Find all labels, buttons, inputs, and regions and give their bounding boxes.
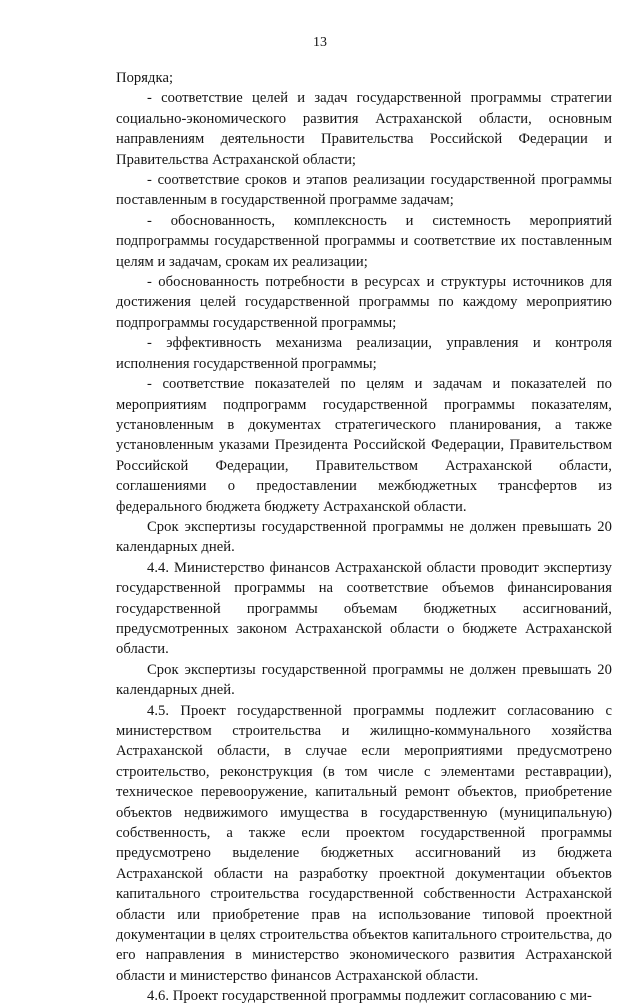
paragraph: Срок экспертизы государственной программы не должен превышать 20 календарных дней. (116, 518, 612, 556)
document-body (116, 68, 612, 1007)
paragraph: - соответствие сроков и этапов реализации государственной программы поставленным в государственной программе задачам; (116, 172, 612, 209)
paragraph: 4.4. Министерство финансов Астраханской области проводит экспертизу государственной программы на соответствие объемов финансирования государственной программы объемам бюджетных ассигнований, предусмотренных законом Астраханской области о бюджете Астраханской области. (116, 559, 612, 658)
paragraph: - обоснованность, комплексность и системность мероприятий подпрограммы государственной программы и соответствие их поставленным целям и задачам, срокам их реализации; (116, 212, 612, 270)
paragraph: - эффективность механизма реализации, управления и контроля исполнения государственной программы; (116, 335, 612, 372)
paragraph: Порядка; (116, 70, 174, 86)
page-number: 13 (313, 35, 327, 50)
paragraph: 4.6. Проект государственной программы подлежит согласованию с ми- (147, 988, 592, 1005)
paragraph: - соответствие целей и задач государственной программы стратегии социально-экономического развития Астраханской области, основным направлениям деятельности Правительства Российской Федерации и Правительства Астраханской области; (116, 90, 612, 168)
paragraph: Срок экспертизы государственной программы не должен превышать 20 календарных дней. (116, 661, 612, 699)
paragraph: 4.5. Проект государственной программы подлежит согласованию с министерством строительства и жилищно-коммунального хозяйства Астраханской области, в случае если мероприятиями предусмотрено строительство, реконструкция (в том числе с элементами реставрации), техническое перевооружение, капитальный ремонт объектов, приобретение объектов недвижимого имущества в государственную (муниципальную) собственность, а также если проектом государственной программы предусмотрено выделение бюджетных ассигнований из бюджета Астраханской области на разработку проектной документации объектов капитального строительства государственной собственности Астраханской области или приобретение прав на использование типовой проектной документации в целях строительства объектов капитального строительства, до его направления в министерство экономического развития Астраханской области и министерство финансов Астраханской области. (116, 702, 612, 984)
paragraph: - соответствие показателей по целям и задачам и показателей по мероприятиям подпрограмм государственной программы показателям, установленным в документах стратегического планирования, а также установленным указами Президента Российской Федерации, Правительством Российской Федерации, Правительством Астраханской области, соглашениями о предоставлении межбюджетных трансфертов из федерального бюджета бюджету Астраханской области. (116, 376, 612, 515)
paragraph: - обоснованность потребности в ресурсах и структуры источников для достижения целей государственной программы по каждому мероприятию подпрограммы государственной программы; (116, 274, 612, 331)
